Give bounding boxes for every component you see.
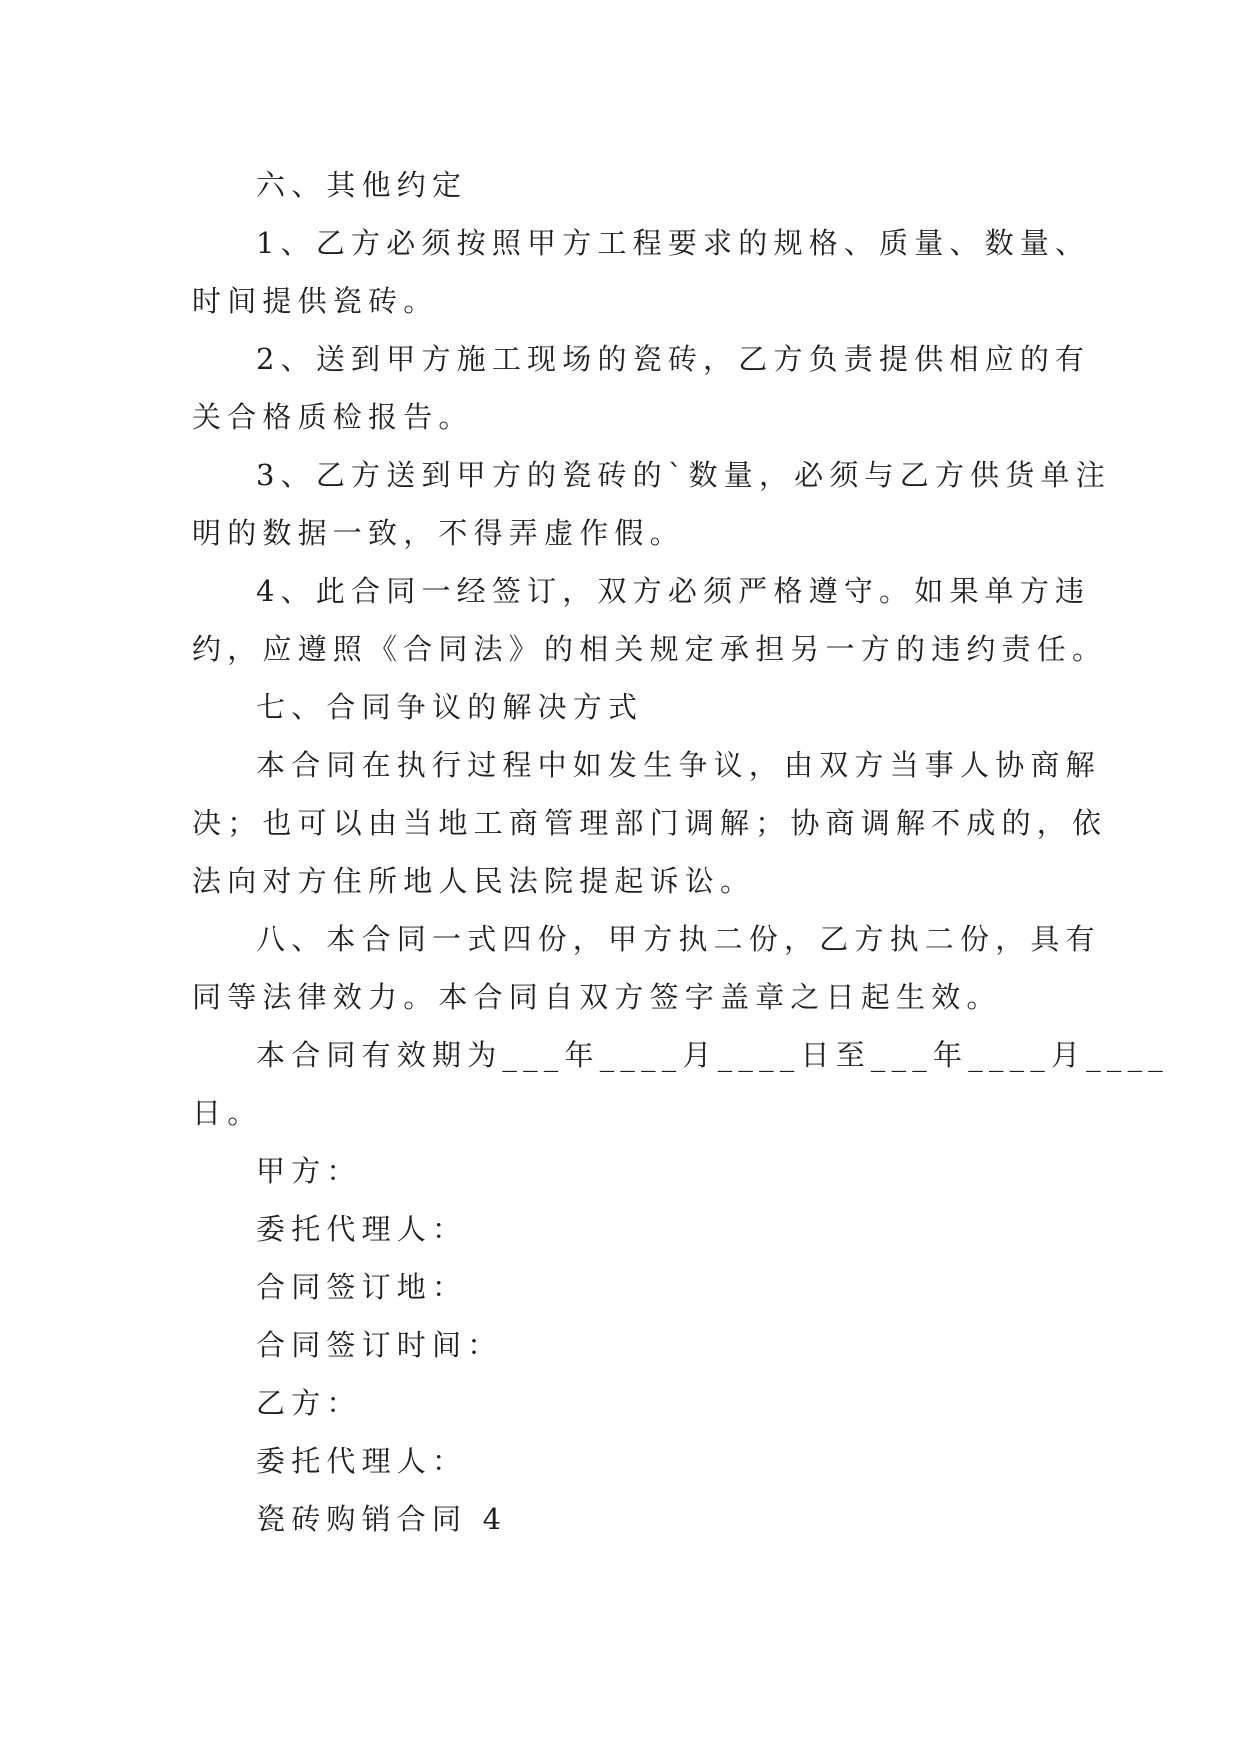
- signing-time-label: 合同签订时间：: [256, 1328, 503, 1362]
- dispute-paragraph-line-2: 决；也可以由当地工商管理部门调解；协商调解不成的，依: [192, 806, 1108, 840]
- clause-3-line-2: 明的数据一致，不得弄虚作假。: [192, 516, 685, 550]
- copies-clause-line-1: 八、本合同一式四份，甲方执二份，乙方执二份，具有: [256, 922, 1101, 956]
- dispute-paragraph-line-1: 本合同在执行过程中如发生争议，由双方当事人协商解: [256, 748, 1101, 782]
- next-contract-title: 瓷砖购销合同 4: [256, 1502, 508, 1536]
- validity-period-line-1: 本合同有效期为___年____月____日至___年____月____: [256, 1038, 1170, 1072]
- party-a-label: 甲方：: [256, 1154, 362, 1188]
- clause-1-line-2: 时间提供瓷砖。: [192, 284, 439, 318]
- dispute-paragraph-line-3: 法向对方住所地人民法院提起诉讼。: [192, 864, 756, 898]
- section-heading-dispute-resolution: 七、合同争议的解决方式: [256, 690, 644, 724]
- clause-4-line-2: 约，应遵照《合同法》的相关规定承担另一方的违约责任。: [192, 632, 1108, 666]
- copies-clause-line-2: 同等法律效力。本合同自双方签字盖章之日起生效。: [192, 980, 1002, 1014]
- clause-2-line-2: 关合格质检报告。: [192, 400, 474, 434]
- clause-2-line-1: 2、送到甲方施工现场的瓷砖，乙方负责提供相应的有: [256, 342, 1091, 376]
- signing-place-label: 合同签订地：: [256, 1270, 468, 1304]
- party-b-agent-label: 委托代理人：: [256, 1444, 468, 1478]
- party-b-label: 乙方：: [256, 1386, 362, 1420]
- clause-3-line-1: 3、乙方送到甲方的瓷砖的`数量，必须与乙方供货单注: [256, 458, 1111, 492]
- party-a-agent-label: 委托代理人：: [256, 1212, 468, 1246]
- validity-period-line-2: 日。: [192, 1096, 263, 1130]
- clause-1-line-1: 1、乙方必须按照甲方工程要求的规格、质量、数量、: [256, 226, 1091, 260]
- clause-4-line-1: 4、此合同一经签订，双方必须严格遵守。如果单方违: [256, 574, 1091, 608]
- document-body: [192, 156, 1170, 1548]
- section-heading-other-terms: 六、其他约定: [256, 168, 468, 202]
